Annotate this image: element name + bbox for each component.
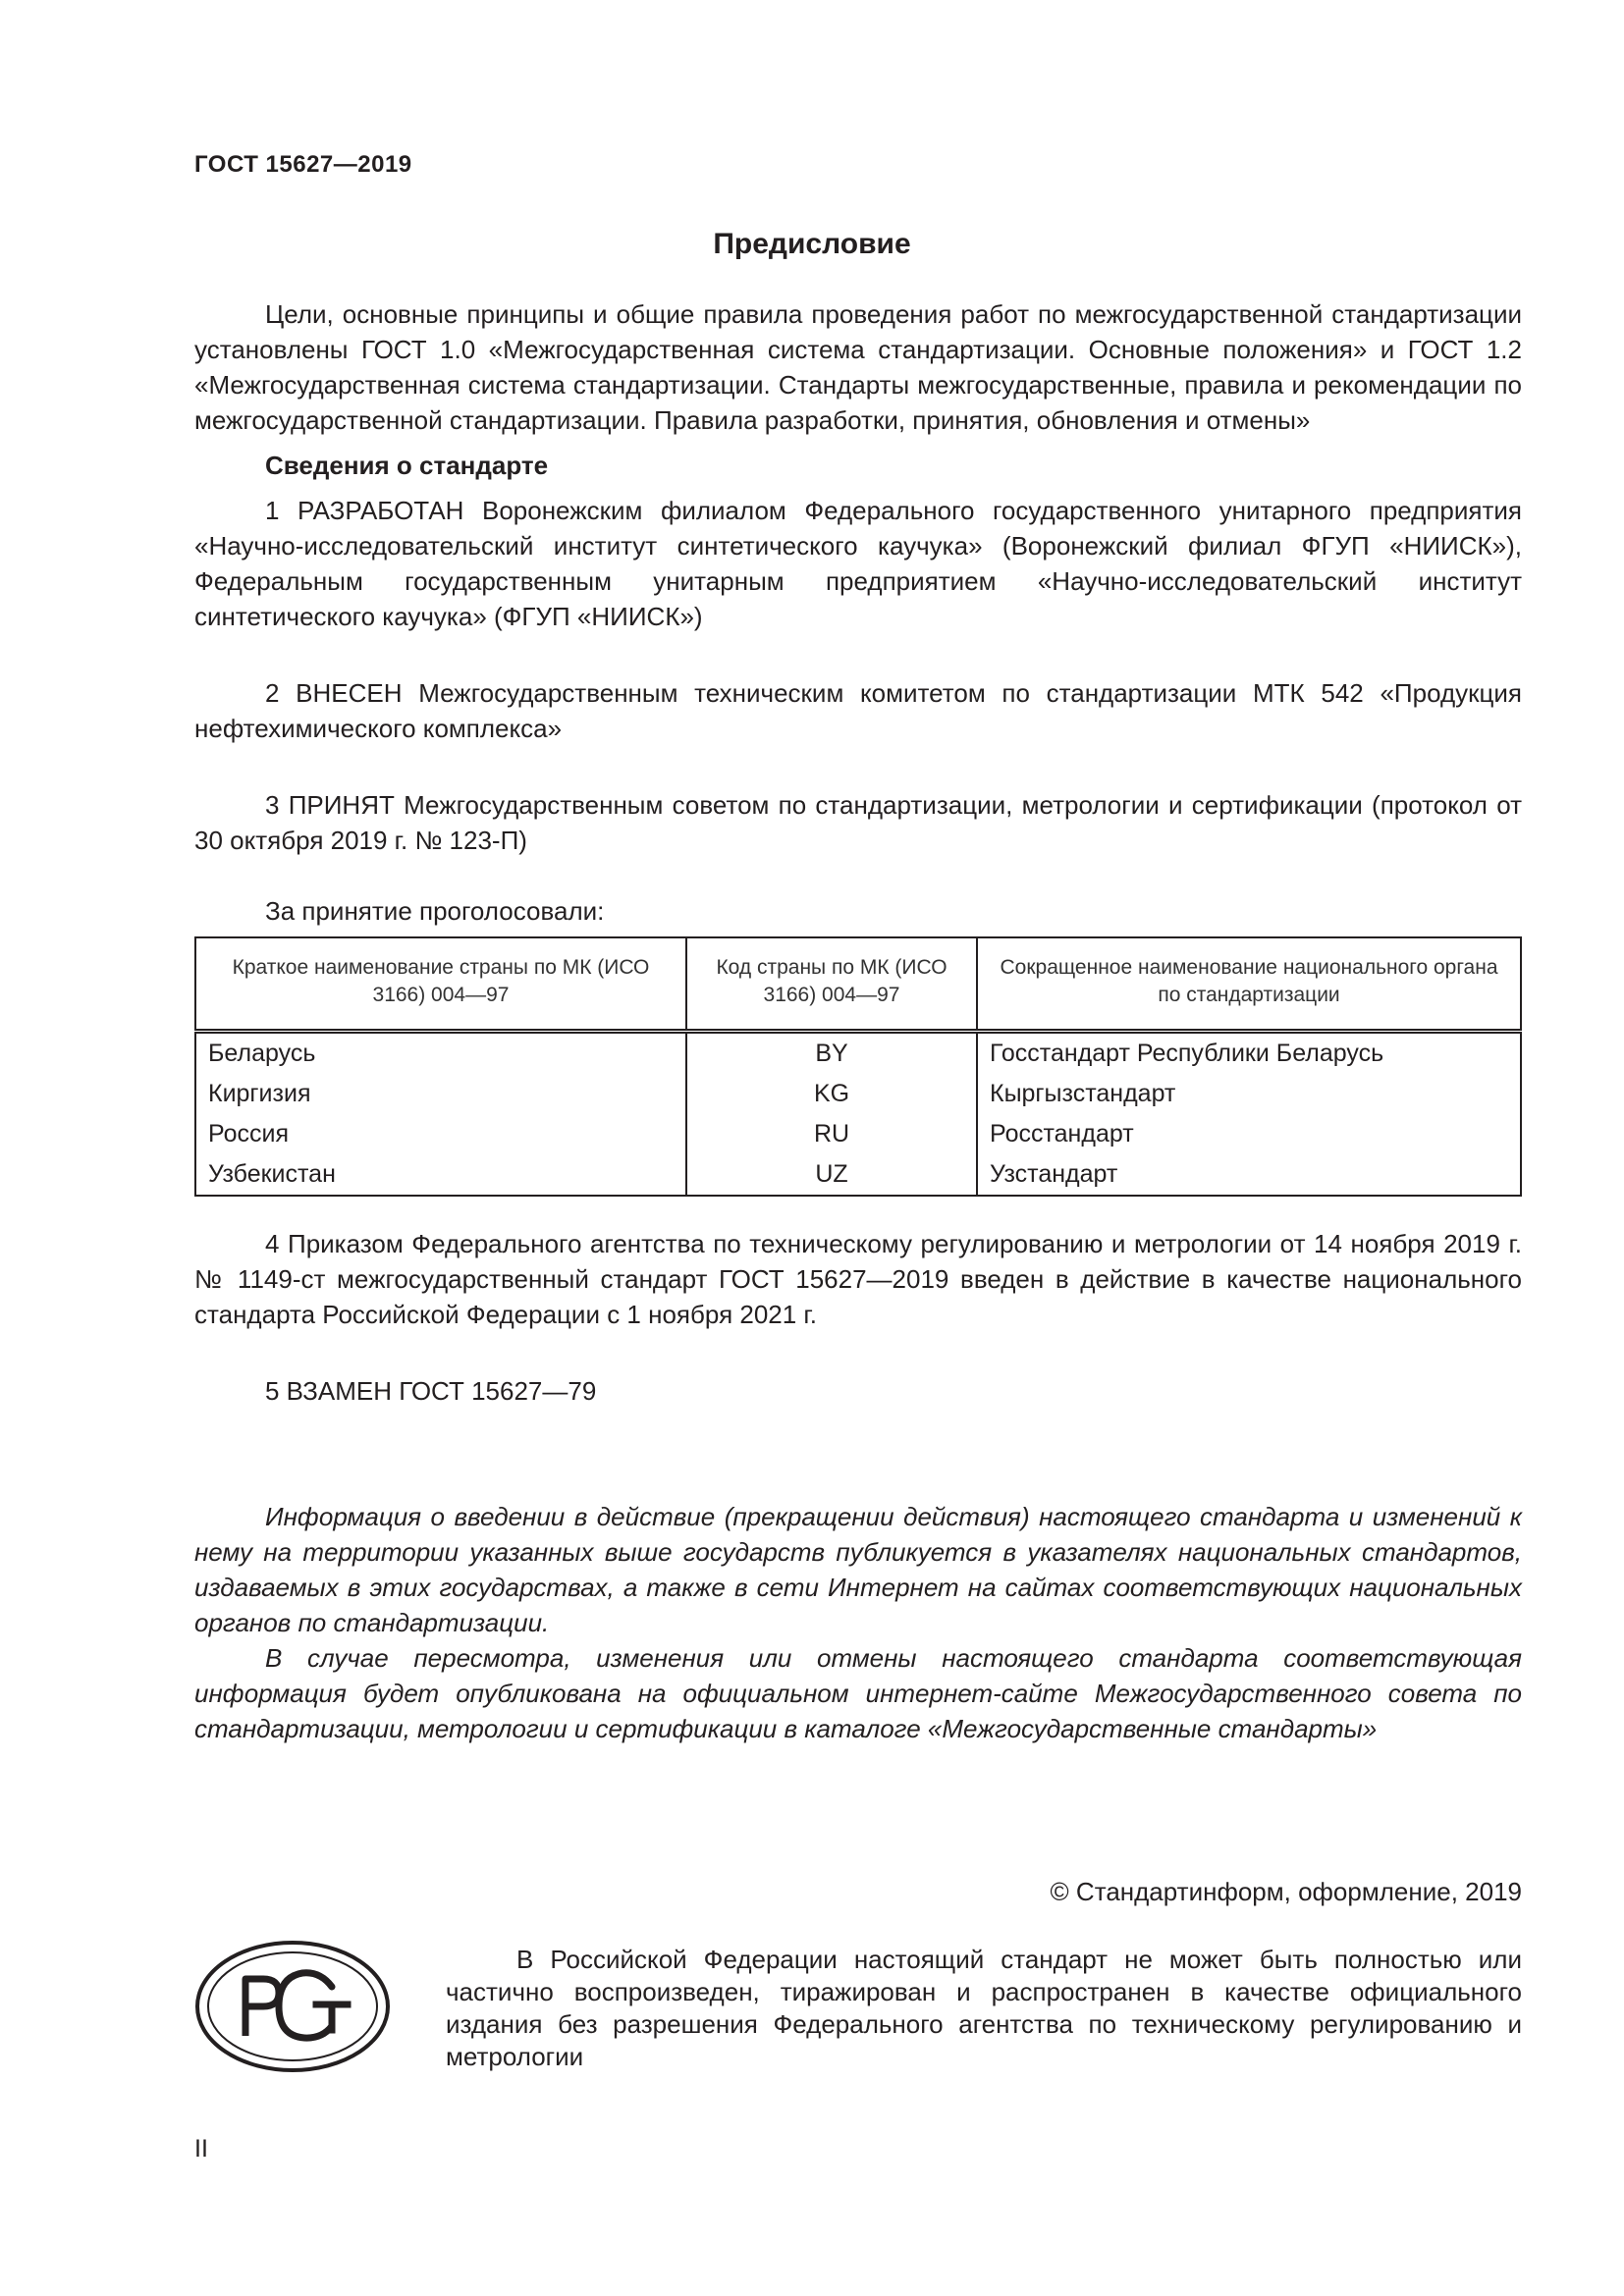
vote-label: За принятие проголосовали: <box>265 896 605 926</box>
item-replaces: 5 ВЗАМЕН ГОСТ 15627—79 <box>265 1376 597 1406</box>
item-order: 4 Приказом Федерального агентства по техническому регулированию и метрологии от 14 ноября 2019 г. № 1149-ст межгосударственный стандарт ГОСТ 15627—2019 введен в действие в качестве национального стандарта Российской Федерации с 1 ноября 2021 г. <box>194 1229 1522 1329</box>
item-developed: 1 РАЗРАБОТАН Воронежским филиалом Федерального государственного унитарного предприятия «Научно-исследовательский институт синтетического каучука» (Воронежский филиал ФГУП «НИИСК»), Федеральным государственным унитарным предприятием «Научно-исследовательский институт синтетического каучука» (ФГУП «НИИСК») <box>194 496 1522 631</box>
notice-paragraph-2: В случае пересмотра, изменения или отмены настоящего стандарта соответствующая информация будет опубликована на официальном интернет-сайте Межгосударственного совета по стандартизации, метрологии и сертификации в каталоге «Межгосударственные стандарты» <box>194 1643 1522 1743</box>
country-code: BY <box>686 1032 977 1075</box>
table-header-row <box>195 937 1521 1032</box>
voting-countries-table <box>194 936 1522 1197</box>
country-code: RU <box>686 1114 977 1154</box>
table-row <box>195 1154 1521 1196</box>
copyright-line: © Стандартинформ, оформление, 2019 <box>1050 1877 1522 1906</box>
page-number: II <box>194 2135 208 2163</box>
reproduction-rights-notice: В Российской Федерации настоящий стандарт не может быть полностью или частично воспроизведен, тиражирован и распространен в качестве официального издания без разрешения Федерального агентства по техническому регулированию и метрологии <box>446 1945 1522 2071</box>
header-country-name: Краткое наименование страны по МК (ИСО 3166) 004—97 <box>195 937 686 1032</box>
country-code: UZ <box>686 1154 977 1196</box>
country-name: Беларусь <box>195 1032 686 1075</box>
country-name: Киргизия <box>195 1074 686 1114</box>
table-row <box>195 1114 1521 1154</box>
item-introduced: 2 ВНЕСЕН Межгосударственным техническим комитетом по стандартизации МТК 542 «Продукция нефтехимического комплекса» <box>194 678 1522 743</box>
table-row <box>195 1032 1521 1075</box>
notice-paragraph-1: Информация о введении в действие (прекращении действия) настоящего стандарта и изменений к нему на территории указанных выше государств публикуется в указателях национальных стандартов, издаваемых в этих государствах, а также в сети Интернет на сайтах соответствующих национальных органов по стандартизации. <box>194 1502 1522 1637</box>
intro-paragraph: Цели, основные принципы и общие правила проведения работ по межгосударственной стандартизации установлены ГОСТ 1.0 «Межгосударственная система стандартизации. Основные положения» и ГОСТ 1.2 «Межгосударственная система стандартизации. Стандарты межгосударственные, правила и рекомендации по межгосударственной стандартизации. Правила разработки, принятия, обновления и отмены» <box>194 299 1522 435</box>
standards-body: Кыргызстандарт <box>977 1074 1521 1114</box>
document-body <box>194 296 1522 1746</box>
table-row <box>195 1074 1521 1114</box>
standards-body: Госстандарт Республики Беларусь <box>977 1032 1521 1075</box>
header-country-code: Код страны по МК (ИСО 3166) 004—97 <box>686 937 977 1032</box>
standards-body: Узстандарт <box>977 1154 1521 1196</box>
country-name: Узбекистан <box>195 1154 686 1196</box>
item-adopted: 3 ПРИНЯТ Межгосударственным советом по стандартизации, метрологии и сертификации (протокол от 30 октября 2019 г. № 123-П) <box>194 790 1522 855</box>
info-heading: Сведения о стандарте <box>265 451 549 480</box>
document-id-header: ГОСТ 15627—2019 <box>194 151 412 178</box>
standards-body: Росстандарт <box>977 1114 1521 1154</box>
page-title: Предисловие <box>713 228 911 260</box>
country-name: Россия <box>195 1114 686 1154</box>
header-standards-body: Сокращенное наименование национального органа по стандартизации <box>977 937 1521 1032</box>
country-code: KG <box>686 1074 977 1114</box>
rst-certification-mark-icon <box>194 1940 391 2073</box>
